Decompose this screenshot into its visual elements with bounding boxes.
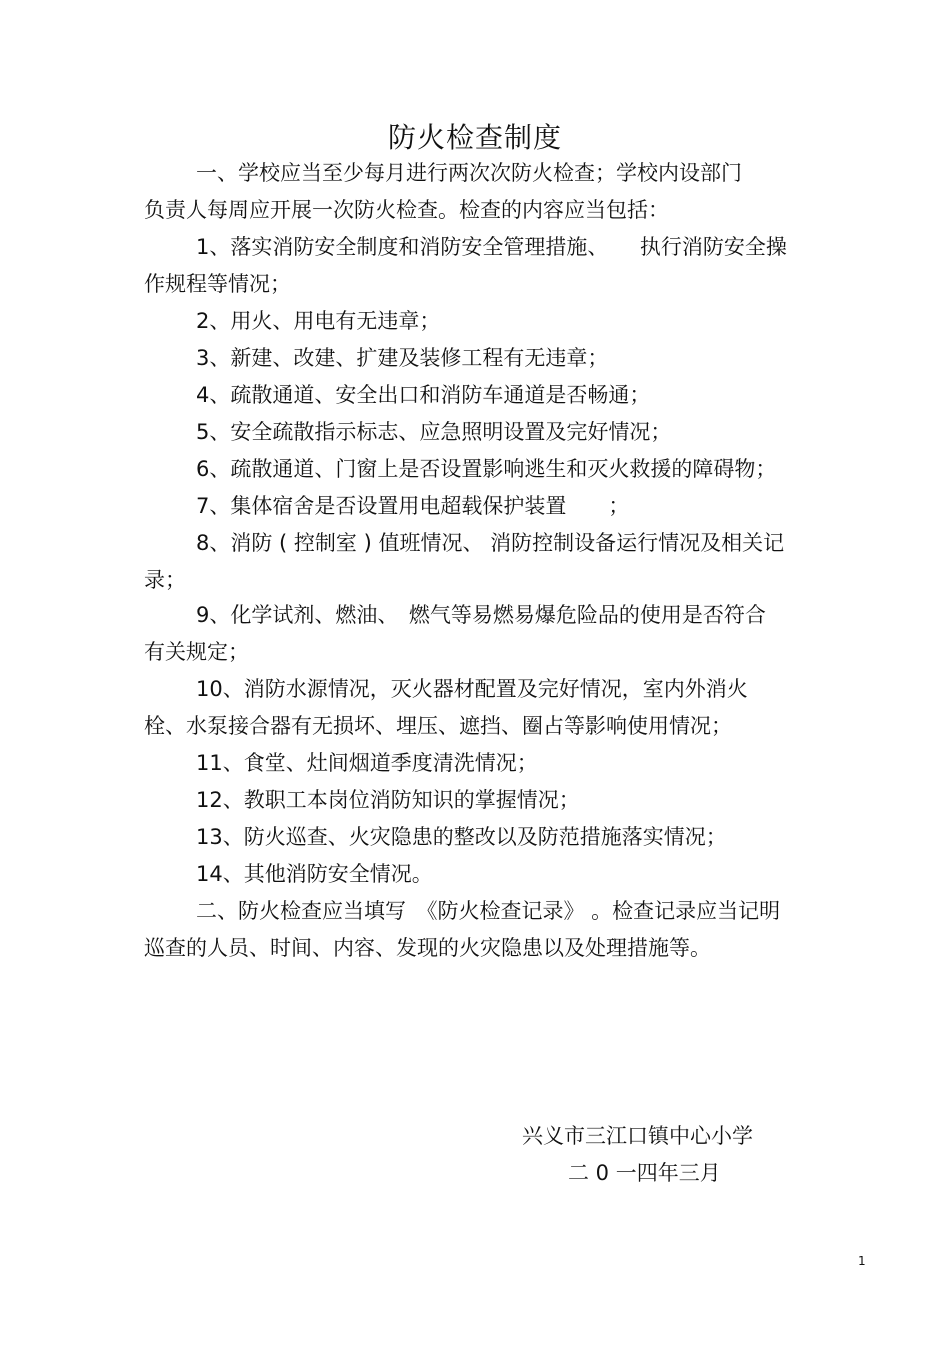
paragraph-line: 录； bbox=[144, 568, 186, 592]
list-item: 9、化学试剂、燃油、 燃气等易燃易爆危险品的使用是否符合 bbox=[196, 603, 766, 627]
list-item: 7、集体宿舍是否设置用电超载保护装置 ； bbox=[196, 494, 630, 518]
list-item: 10、消防水源情况，灭火器材配置及完好情况，室内外消火 bbox=[196, 677, 748, 701]
signature-school: 兴义市三江口镇中心小学 bbox=[522, 1124, 753, 1148]
list-item: 1、落实消防安全制度和消防安全管理措施、 执行消防安全操 bbox=[196, 235, 787, 259]
page-number: 1 bbox=[858, 1254, 866, 1268]
paragraph-line: 二、防火检查应当填写 《防火检查记录》 。检查记录应当记明 bbox=[196, 899, 781, 923]
list-item: 2、用火、用电有无违章； bbox=[196, 309, 441, 333]
paragraph-line: 作规程等情况； bbox=[144, 272, 291, 296]
page-title: 防火检查制度 bbox=[387, 121, 562, 154]
list-item: 11、食堂、灶间烟道季度清洗情况； bbox=[196, 751, 538, 775]
list-item: 4、疏散通道、安全出口和消防车通道是否畅通； bbox=[196, 383, 651, 407]
list-item: 6、疏散通道、门窗上是否设置影响逃生和灭火救援的障碍物； bbox=[196, 457, 777, 481]
list-item: 5、安全疏散指示标志、应急照明设置及完好情况； bbox=[196, 420, 672, 444]
paragraph-line: 负责人每周应开展一次防火检查。检查的内容应当包括： bbox=[144, 198, 669, 222]
list-item: 12、教职工本岗位消防知识的掌握情况； bbox=[196, 788, 580, 812]
signature-date: 二 0 一四年三月 bbox=[568, 1161, 721, 1185]
list-item: 13、防火巡查、火灾隐患的整改以及防范措施落实情况； bbox=[196, 825, 727, 849]
paragraph-line: 巡查的人员、时间、内容、发现的火灾隐患以及处理措施等。 bbox=[144, 936, 711, 960]
paragraph-line: 有关规定； bbox=[144, 640, 249, 664]
list-item: 8、消防 ( 控制室 ) 值班情况、 消防控制设备运行情况及相关记 bbox=[196, 531, 785, 555]
list-item: 14、其他消防安全情况。 bbox=[196, 862, 433, 886]
paragraph-line: 栓、水泵接合器有无损坏、埋压、遮挡、圈占等影响使用情况； bbox=[144, 714, 732, 738]
paragraph-line: 一、学校应当至少每月进行两次次防火检查；学校内设部门 bbox=[196, 161, 742, 185]
list-item: 3、新建、改建、扩建及装修工程有无违章； bbox=[196, 346, 609, 370]
